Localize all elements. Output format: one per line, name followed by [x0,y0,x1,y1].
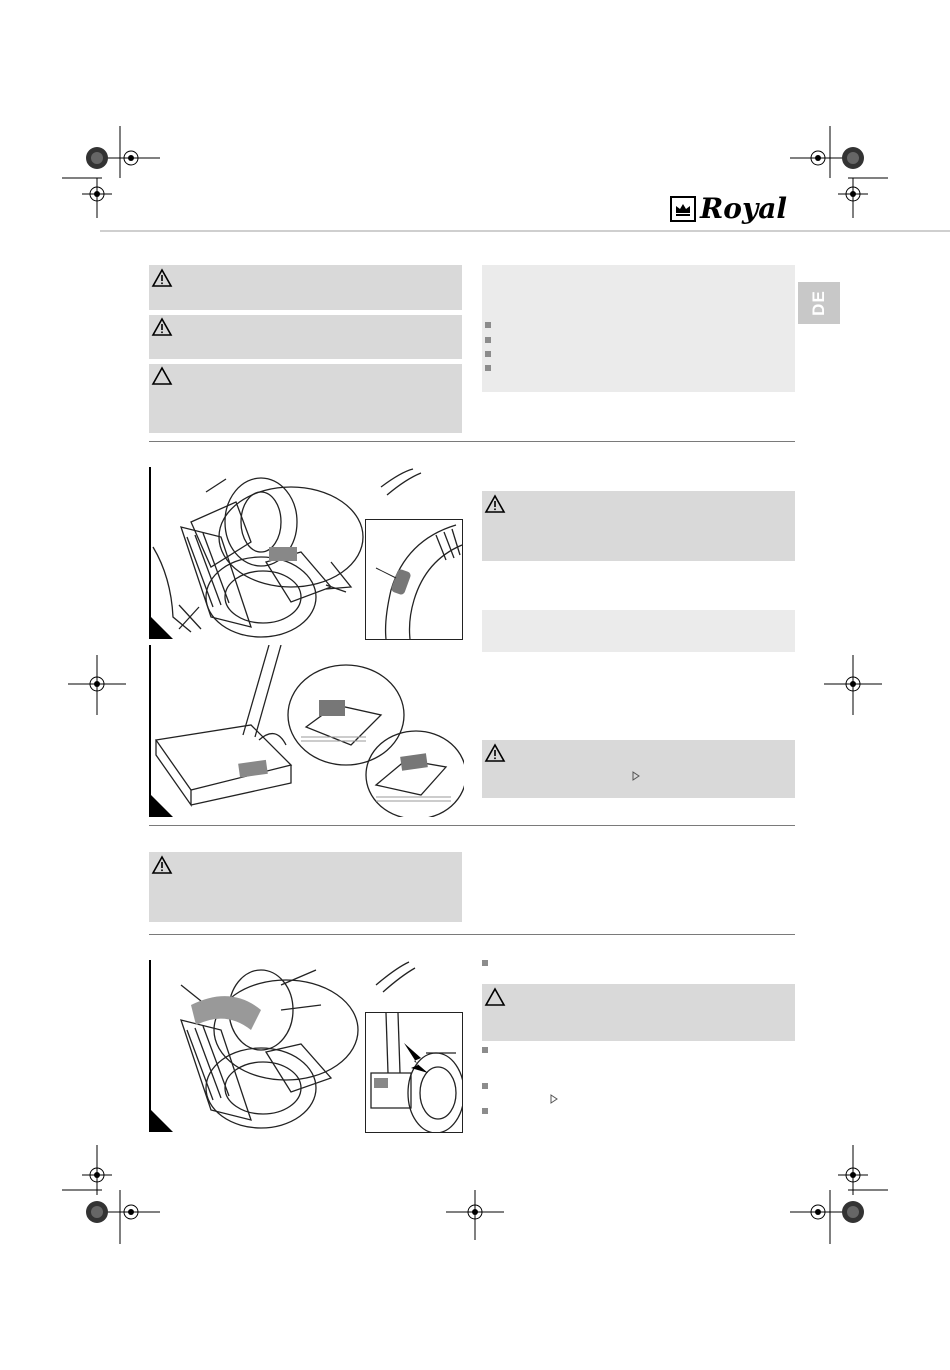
square-bullet-icon [482,1083,488,1089]
language-tab [798,282,840,324]
play-arrow-icon [550,1094,558,1104]
detail-inset-1 [365,519,463,640]
brand-logo [670,192,787,225]
warning-box-1 [149,265,462,310]
square-bullet-icon [482,1047,488,1053]
floor-nozzle-illustration [151,645,464,817]
hose-attachment-illustration [366,1013,462,1132]
warning-box-2 [149,315,462,359]
illustration-panel-2 [149,645,464,817]
play-arrow-icon [632,771,640,781]
header-rule [100,230,950,232]
language-tab-label: DE [809,290,828,316]
brand-wordmark: Royal [700,192,787,225]
warning-triangle-icon [151,855,173,875]
info-box-1 [482,265,795,392]
info-box-2 [482,610,795,652]
square-bullet-icon [485,322,491,328]
section-divider-2 [149,825,795,826]
detail-inset-2 [365,1012,463,1133]
notice-box-2 [482,984,795,1041]
square-bullet-icon [482,1108,488,1114]
warning-triangle-icon [151,268,173,288]
warning-box-4 [482,740,795,798]
warning-box-5 [149,852,462,922]
section-divider-1 [149,441,795,442]
warning-triangle-icon [484,494,506,514]
warning-box-3 [482,491,795,561]
warning-triangle-icon [151,317,173,337]
section-divider-3 [149,934,795,935]
square-bullet-icon [485,365,491,371]
notice-box-1 [149,364,462,433]
crown-icon [670,196,696,222]
figure-corner-marker [151,1110,173,1132]
square-bullet-icon [485,351,491,357]
figure-corner-marker [151,795,173,817]
square-bullet-icon [482,960,488,966]
square-bullet-icon [485,337,491,343]
handle-detail-illustration [366,520,462,639]
notice-triangle-icon [151,366,173,386]
figure-corner-marker [151,617,173,639]
notice-triangle-icon [484,987,506,1007]
warning-triangle-icon [484,743,506,763]
